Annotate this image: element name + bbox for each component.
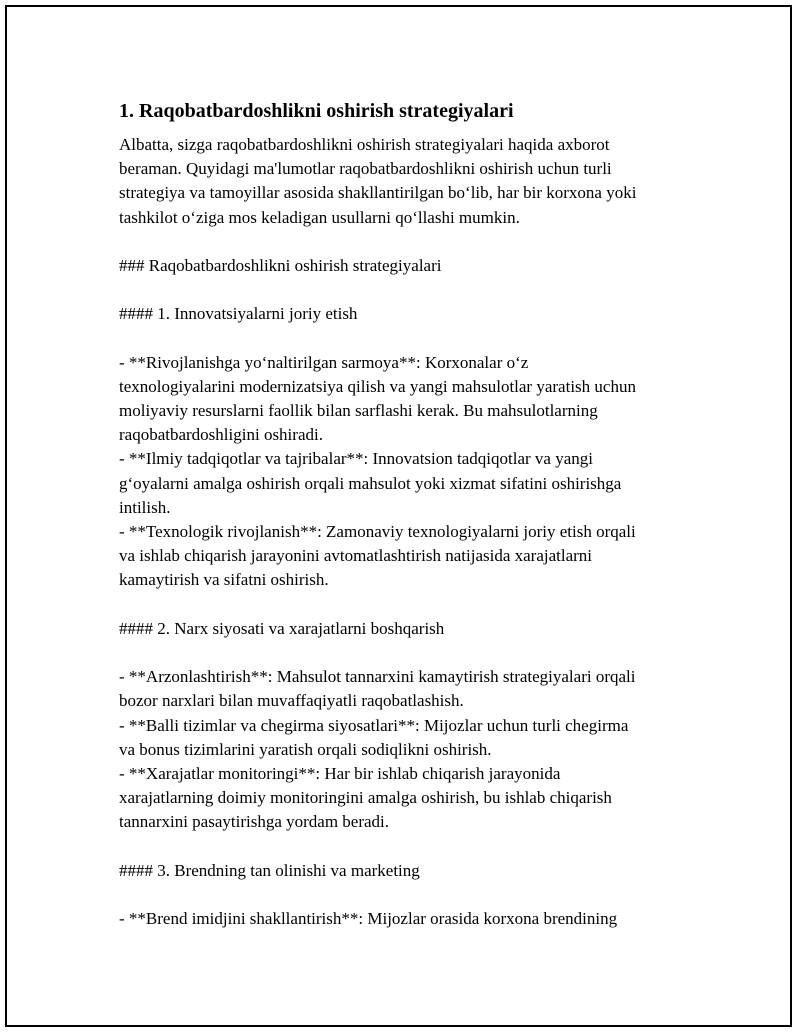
text-line: kamaytirish va sifatni oshirish. [119,570,329,590]
text-line: - **Rivojlanishga yo‘naltirilgan sarmoya**: Korxonalar o‘z [119,352,529,372]
document-content [119,97,699,931]
text-line: - **Balli tizimlar va chegirma siyosatlari**: Mijozlar uchun turli chegirma [119,715,629,735]
document-body [119,133,699,931]
blank-line [119,641,699,665]
text-line: tashkilot o‘ziga mos keladigan usullarni qo‘llashi mumkin. [119,207,520,227]
blank-line [119,230,699,254]
text-line: - **Texnologik rivojlanish**: Zamonaviy texnologiyalarni joriy etish orqali [119,522,636,541]
text-line: #### 2. Narx siyosati va xarajatlarni boshqarish [119,618,445,638]
text-line: #### 1. Innovatsiyalarni joriy etish [119,304,358,324]
text-line: xarajatlarning doimiy monitoringini amalga oshirish, bu ishlab chiqarish [119,788,612,808]
text-line: beraman. Quyidagi ma'lumotlar raqobatbardoshlikni oshirish uchun turli [119,159,612,179]
text-line: intilish. [119,497,171,517]
text-line: raqobatbardoshligini oshiradi. [119,425,323,445]
text-line: - **Ilmiy tadqiqotlar va tajribalar**: Innovatsion tadqiqotlar va yangi [119,449,593,469]
document-title: 1. Raqobatbardoshlikni oshirish strategiyalari [119,100,514,122]
text-line: Albatta, sizga raqobatbardoshlikni oshirish strategiyalari haqida axborot [119,135,610,154]
blank-line [119,883,699,907]
blank-line [119,327,699,351]
text-line: strategiya va tamoyillar asosida shakllantirilgan bo‘lib, har bir korxona yoki [119,183,637,203]
text-line: texnologiyalarini modernizatsiya qilish va yangi mahsulotlar yaratish uchun [119,376,636,396]
blank-line [119,278,699,302]
text-line: tannarxini pasaytirishga yordam beradi. [119,812,390,832]
text-line: va bonus tizimlarini yaratish orqali sodiqlikni oshirish. [119,739,492,759]
text-line: - **Brend imidjini shakllantirish**: Mijozlar orasida korxona brendining [119,909,618,928]
document-page [5,5,792,1027]
blank-line [119,834,699,858]
text-line: - **Xarajatlar monitoringi**: Har bir ishlab chiqarish jarayonida [119,763,561,783]
text-line: bozor narxlari bilan muvaffaqiyatli raqobatlashish. [119,691,464,711]
text-line: #### 3. Brendning tan olinishi va marketing [119,860,420,880]
text-line: - **Arzonlashtirish**: Mahsulot tannarxini kamaytirish strategiyalari orqali [119,667,636,687]
text-line: moliyaviy resurslarni faollik bilan sarflashi kerak. Bu mahsulotlarning [119,401,598,421]
text-line: ### Raqobatbardoshlikni oshirish strategiyalari [119,255,442,275]
text-line: g‘oyalarni amalga oshirish orqali mahsulot yoki xizmat sifatini oshirishga [119,473,622,493]
blank-line [119,593,699,617]
text-line: va ishlab chiqarish jarayonini avtomatlashtirish natijasida xarajatlarni [119,546,593,566]
